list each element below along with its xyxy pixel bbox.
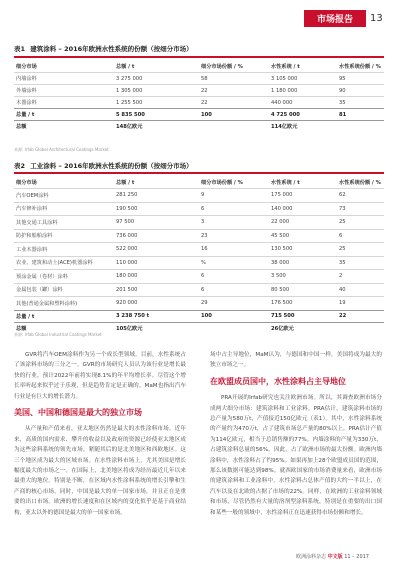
table2-caption (14, 161, 193, 170)
table2-cell: 金属包装（罐）涂料 (14, 283, 114, 297)
table2-header-cell: 细分市场份额 / % (201, 179, 243, 186)
table2-row (14, 256, 384, 270)
table2-cell (337, 322, 384, 334)
table2-cell: 38 000 (269, 256, 337, 270)
table1-row (14, 97, 384, 109)
table1-label: 表1 (14, 45, 26, 53)
table1-cell: 22 (199, 85, 269, 97)
table2-cell: 16 (199, 243, 269, 257)
table1-total-row (14, 121, 384, 133)
table1-cell: 114亿欧元 (269, 121, 337, 133)
table2-cell: 预涂金属（卷材）涂料 (14, 270, 114, 284)
table2-cell: 40 (337, 283, 384, 297)
table1-header-row (14, 60, 384, 73)
table2-cell: 防护和船舶涂料 (14, 229, 114, 243)
right-column (210, 350, 382, 524)
table1-cell: 440 000 (269, 97, 337, 109)
section-tab: 市场报告 (304, 10, 366, 27)
table1-cell: 总量 / t (14, 109, 114, 121)
table1-row (14, 85, 384, 97)
table1-cell: 1 255 500 (114, 97, 199, 109)
left-section-heading: 美国、中国和德国是最大的独立市场 (14, 408, 142, 418)
table1-header-cell: 水性系统 / t (271, 63, 300, 70)
table2-cell: 6 (199, 283, 269, 297)
table2-cell: 522 000 (114, 243, 199, 257)
table2-cell: 26亿欧元 (269, 322, 337, 334)
table2-cell: 80 500 (269, 283, 337, 297)
table2-row (14, 297, 384, 311)
table2-cell: 23 (199, 229, 269, 243)
table2-cell: 6 (199, 270, 269, 284)
table2-cell: 62 (337, 189, 384, 203)
table1-cell (337, 121, 384, 133)
table2-row (14, 243, 384, 257)
table1-cell: 1 305 000 (114, 85, 199, 97)
footer-issue: 11 – 2017 (344, 554, 369, 560)
table2-cell: 180 000 (114, 270, 199, 284)
table1-cell: 35 (337, 97, 384, 109)
table2-cell: 140 000 (269, 202, 337, 216)
table2-title: 工业涂料 – 2016年欧洲水性系统的份额（按细分市场） (30, 162, 193, 170)
table2-cell: 130 500 (269, 243, 337, 257)
table2-cell: 100 (199, 310, 269, 322)
table2-cell: 190 500 (114, 202, 199, 216)
table2-cell: 22 000 (269, 216, 337, 230)
table1-cell: 内墙涂料 (14, 73, 114, 85)
table1-cell: 3 105 000 (269, 73, 337, 85)
table1-cell: 木器涂料 (14, 97, 114, 109)
table2-cell: 45 500 (269, 229, 337, 243)
table1-top-rule (14, 56, 384, 58)
table1-cell: 3 275 000 (114, 73, 199, 85)
table2-cell (199, 322, 269, 334)
table2-cell: 110 000 (114, 256, 199, 270)
table2-row (14, 216, 384, 230)
table2-header-cell: 水性系统份额 / % (339, 179, 381, 186)
table2-cell: 其他(普通金属和塑料涂料) (14, 297, 114, 311)
table2-row (14, 270, 384, 284)
table1-total-row (14, 109, 384, 121)
table2-cell: % (199, 256, 269, 270)
table1-body (14, 73, 384, 133)
table2-cell: 920 000 (114, 297, 199, 311)
table1 (14, 60, 384, 133)
table1-cell: 95 (337, 73, 384, 85)
table2-cell: 105亿欧元 (114, 322, 199, 334)
table1-cell: 外墙涂料 (14, 85, 114, 97)
table2-cell: 97 500 (114, 216, 199, 230)
table1-source: 来源: Irfab Global Architectural Coatings Market (14, 147, 109, 152)
table2-cell: 2 (337, 270, 384, 284)
left-column (14, 350, 186, 524)
table1-header-cell: 细分市场份额 / % (201, 63, 243, 70)
table2-cell: 总额 (14, 322, 114, 334)
table2-cell: 281 250 (114, 189, 199, 203)
table2-cell: 19 (337, 297, 384, 311)
table2-cell: 3 238 750 t (114, 310, 199, 322)
table2-row (14, 202, 384, 216)
table1-cell: 58 (199, 73, 269, 85)
table2-cell: 715 500 (269, 310, 337, 322)
table2-row (14, 189, 384, 203)
footer-edition: 中文版 (327, 554, 343, 560)
table2-header-cell: 水性系统 / t (271, 179, 300, 186)
table2-cell: 175 000 (269, 189, 337, 203)
table2-cell: 3 500 (269, 270, 337, 284)
table2-cell: 25 (337, 243, 384, 257)
table1-caption (14, 44, 193, 53)
table2-header-cell: 细分市场 (16, 179, 37, 186)
table2-label: 表2 (14, 162, 26, 170)
table2-top-rule (14, 172, 384, 174)
table2-source: 来源: Irfab Global Industrial Coatings Market (14, 332, 102, 337)
table1-header-cell: 总额 / t (116, 63, 135, 70)
table2-cell: 6 (199, 202, 269, 216)
table2-row (14, 283, 384, 297)
table2-cell: 其他交通工具涂料 (14, 216, 114, 230)
table2-cell: 176 500 (269, 297, 337, 311)
table2-row (14, 229, 384, 243)
right-section-heading: 在欧盟成员国中，水性涂料占主导地位 (210, 376, 346, 386)
table2-cell: 农业、建筑和动土(ACE)机器涂料 (14, 256, 114, 270)
table1-header-cell: 细分市场 (16, 63, 37, 70)
table2-cell: 201 500 (114, 283, 199, 297)
table2-cell: 工业木器涂料 (14, 243, 114, 257)
left-intro-paragraph: GVR将汽车OEM涂料作为另一个成长型领域。目前，水性系统占了该涂料市场的三分之一。GVR的市场研究人员认为该行业是增长最快的行业，预计2022年前将实现8.1%的年平均增长率。尽管这个增长率听起来似乎过于乐观，但是趋势肯定是正确的。MaM也指出汽车行业是有巨大的增长潜力。 (14, 352, 186, 400)
table1-cell: 1 180 000 (269, 85, 337, 97)
table2-cell: 29 (199, 297, 269, 311)
table2-cell: 总量 / t (14, 310, 114, 322)
table2-cell: 25 (337, 216, 384, 230)
table2-cell: 9 (199, 189, 269, 203)
table1-cell: 总额 (14, 121, 114, 133)
table2-cell: 6 (337, 229, 384, 243)
table1-cell: 5 835 500 (114, 109, 199, 121)
table1-title: 建筑涂料 – 2016年欧洲水性系统的份额（按细分市场） (30, 45, 193, 53)
table2-total-row (14, 310, 384, 322)
table1-cell: 100 (199, 109, 269, 121)
table1-header-cell: 水性系统份额 / % (339, 63, 381, 70)
table1-cell: 90 (337, 85, 384, 97)
table2-cell: 3 (199, 216, 269, 230)
footer-magazine: 欧洲涂料杂志 (296, 554, 327, 560)
table1-cell: 148亿欧元 (114, 121, 199, 133)
right-intro-paragraph: 场中占主导地位，MaM认为，与德国和中国一样，美国将成为最大的独立市场之一。 (210, 352, 382, 369)
table2-body (14, 189, 384, 335)
right-body-paragraph: PRA开展的Irfab研究也关注欧洲市场。所以，其调查欧洲市场分成两大细分市场：建筑涂料和工业涂料。PRA估计，建筑涂料市场的总产量为580万t，产值接近150亿欧元（表1）。其中，水性涂料系统的产量约为470万t，占了建筑市场总产量的80%以上。PRA估计产值为114亿欧元，相当于总销售额的77%。内墙涂料的产量为330万t，占建筑涂料总量的56%。因此，占了欧洲市场的最大份额。欧洲内墙涂料中，水性涂料占了约95%。如果再加上28个欧盟成员国的范围，那么该数据可能达到98%。就西欧国家的市场消费量来看，欧洲市场的建筑涂料和工业涂料中，水性涂料占总体产值的大约一半以上，在汽车以及在北欧的占据了市场的22%。同样，在欧洲的工业涂料领域和市场，尽管仍然有大量的溶剂型涂料系统，特别是在重要的出口国和某些一般的领域中，水性涂料正在迅速获得市场份额和增长。 (210, 395, 382, 516)
left-body-paragraph: 从产量和产值来看，亚太地区仍然是最大的水性涂料市场。近年来，高质的国内需求、攀升的收益以及政府的资源已经使亚太地区成为这些涂料系统的领先市场。紧随其后的是北美地区和西欧地区。这三个地区成为最大的区域市场。在水性涂料市场上，尤其美国是增长幅度最大的市场之一。在国际上，北美地区将成为经历最近几年以来最重大的地位。特别是不断，在区域内水性涂料系统的增长引擎和生产商的核心市场，同时，中国是最大的单一国家市场，并且正在是重要的出口市场。欧洲的增长速度和在区域内的变化似乎是基于商业结构，亚太以外的德国是最大的单一国家市场。 (14, 426, 186, 516)
table2-header-cell: 总额 / t (116, 179, 135, 186)
table1-cell: 4 725 000 (269, 109, 337, 121)
table2-cell: 汽车OEM涂料 (14, 189, 114, 203)
table2 (14, 176, 384, 334)
table2-cell: 736 000 (114, 229, 199, 243)
table1-cell: 22 (199, 97, 269, 109)
table1-cell: 81 (337, 109, 384, 121)
table2-cell: 35 (337, 256, 384, 270)
footer (296, 553, 369, 560)
table1-cell (199, 121, 269, 133)
table1-row (14, 73, 384, 85)
table2-header-row (14, 176, 384, 189)
table2-cell: 汽车修补涂料 (14, 202, 114, 216)
table2-cell: 73 (337, 202, 384, 216)
table2-cell: 22 (337, 310, 384, 322)
page-number: 13 (370, 13, 383, 24)
